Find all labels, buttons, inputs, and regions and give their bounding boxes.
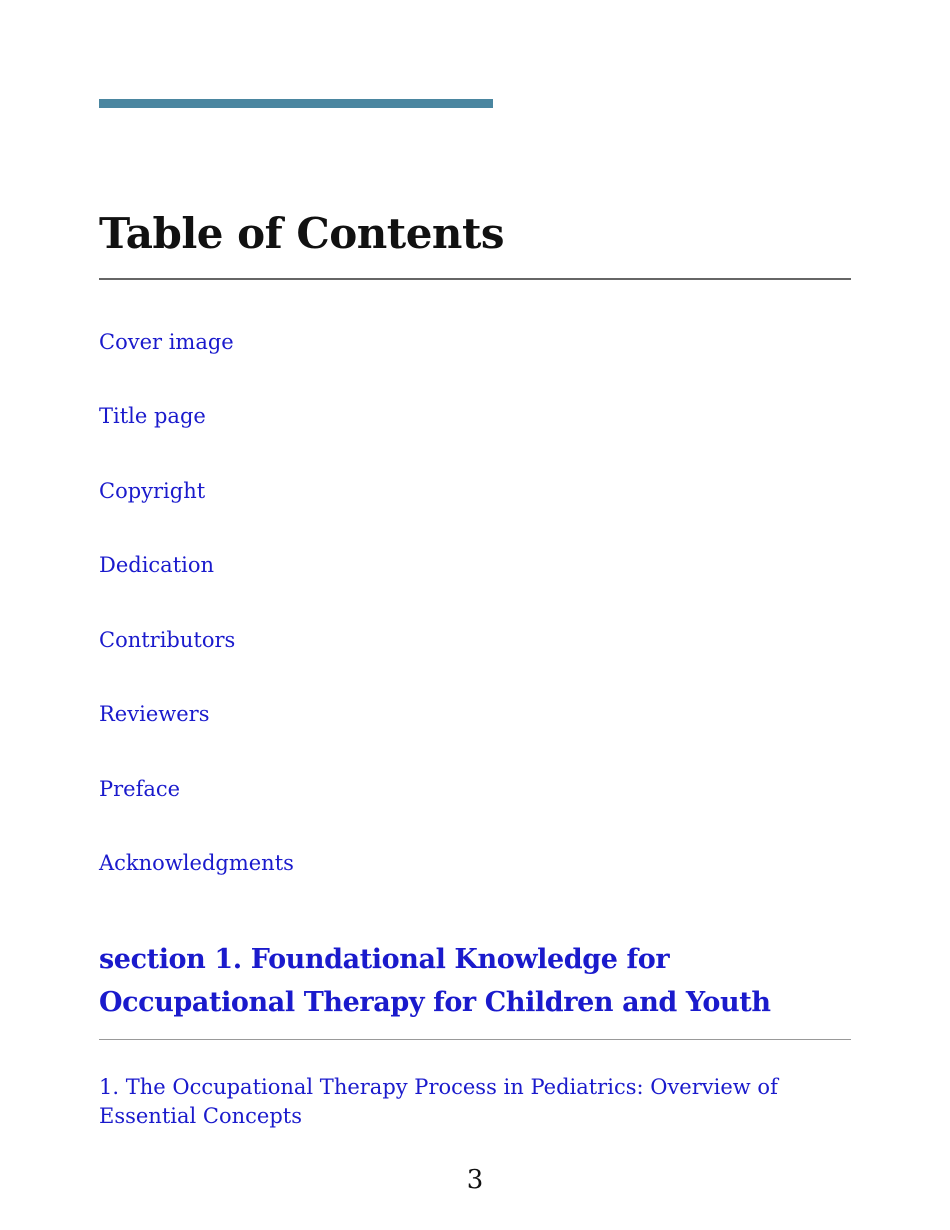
toc-link-dedication[interactable]: Dedication [99,553,215,577]
page-title: Table of Contents [99,209,504,258]
toc-link-acknowledgments[interactable]: Acknowledgments [99,851,294,875]
page-number: 3 [466,1165,484,1195]
section-divider [99,1039,851,1040]
accent-bar [99,99,493,108]
toc-link-chapter-1[interactable]: 1. The Occupational Therapy Process in Pediatrics: Overview of Essential Concepts [99,1075,778,1128]
toc-link-contributors[interactable]: Contributors [99,628,236,652]
toc-link-cover-image[interactable]: Cover image [99,330,234,354]
title-divider [99,278,851,280]
toc-link-reviewers[interactable]: Reviewers [99,702,210,726]
toc-link-preface[interactable]: Preface [99,777,181,801]
toc-link-title-page[interactable]: Title page [99,404,206,428]
section-heading-link[interactable]: section 1. Foundational Knowledge for Occupational Therapy for Children and Youth [99,944,771,1018]
toc-link-copyright[interactable]: Copyright [99,479,206,503]
